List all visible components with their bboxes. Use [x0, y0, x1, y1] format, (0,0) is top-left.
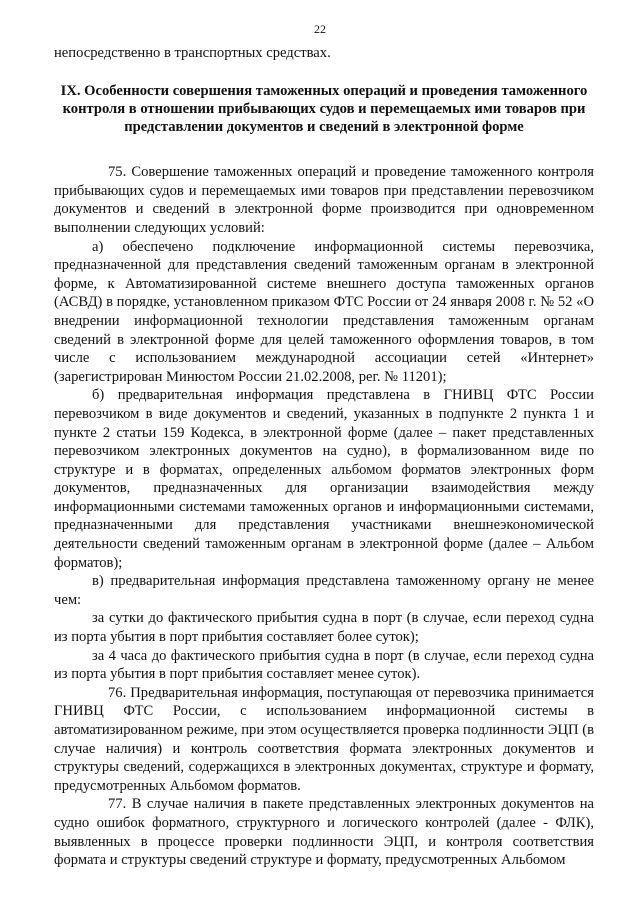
continuation-paragraph: непосредственно в транспортных средствах.: [54, 45, 331, 61]
paragraph-75-b: б) предварительная информация представлена в ГНИВЦ ФТС России перевозчиком в виде документов и сведений, указанных в подпункте 2 пункта 1 и пункте 2 статьи 159 Кодекса, в электронной форме (далее – пакет представленных перевозчиком электронных документов на судно), в формализованном виде по структуре и в форматах, определенных альбомом форматов электронных форм документов, предназначенных для организации взаимодействия между информационными системами таможенных органов и информационными системами, предназначенными для представления участниками внешнеэкономической деятельности сведений таможенным органам в электронной форме (далее – Альбом форматов);: [54, 387, 594, 571]
paragraph-75-v-item-1: за сутки до фактического прибытия судна в порт (в случае, если переход судна из порта убытия в порт прибытия составляет более суток);: [54, 610, 594, 646]
paragraph-75-a: а) обеспечено подключение информационной системы перевозчика, предназначенной для представления сведений таможенным органам в электронной форме, к Автоматизированной системе внешнего доступа таможенных органов (АСВД) в порядке, установленном приказом ФТС России от 24 января 2008 г. № 52 «О внедрении информационной технологии представления таможенным органам сведений в электронной форме для целей таможенного оформления товаров, в том числе с использованием международной ассоциации сетей «Интернет» (зарегистрирован Минюстом России 21.02.2008, рег. № 11201);: [54, 238, 594, 385]
page-number: 22: [314, 22, 326, 36]
paragraph-77: 77. В случае наличия в пакете представленных электронных документов на судно ошибок форматного, структурного и логического контролей (далее - ФЛК), выявленных в процессе проверки подлинности ЭЦП, и контроля соответствия формата и структуры сведений структуре и формату, предусмотренных Альбомом: [54, 796, 594, 869]
paragraph-75-v-item-2: за 4 часа до фактического прибытия судна в порт (в случае, если переход судна из порта убытия в порт прибытия составляет менее суток).: [54, 647, 594, 683]
paragraph-75: 75. Совершение таможенных операций и проведение таможенного контроля прибывающих судов и перемещаемых ими товаров при представлении перевозчиком документов и сведений в электронной форме производится при одновременном выполнении следующих условий:: [54, 164, 594, 236]
section-heading: IX. Особенности совершения таможенных операций и проведения таможенного контроля в отношении прибывающих судов и перемещаемых ими товаров при представлении документов и сведений в электронной форме: [60, 82, 588, 135]
paragraph-75-v: в) предварительная информация представлена таможенному органу не менее чем:: [54, 573, 594, 608]
paragraph-76: 76. Предварительная информация, поступающая от перевозчика принимается ГНИВЦ ФТС России, с использованием информационной системы в автоматизированном режиме, при этом осуществляется проверка подлинности ЭЦП (в случае наличия) и контроль соответствия формата электронных документов и структуры сведений, содержащихся в электронных документах, структуре и формату, предусмотренных Альбомом форматов.: [54, 684, 594, 794]
document-body: [54, 44, 594, 870]
